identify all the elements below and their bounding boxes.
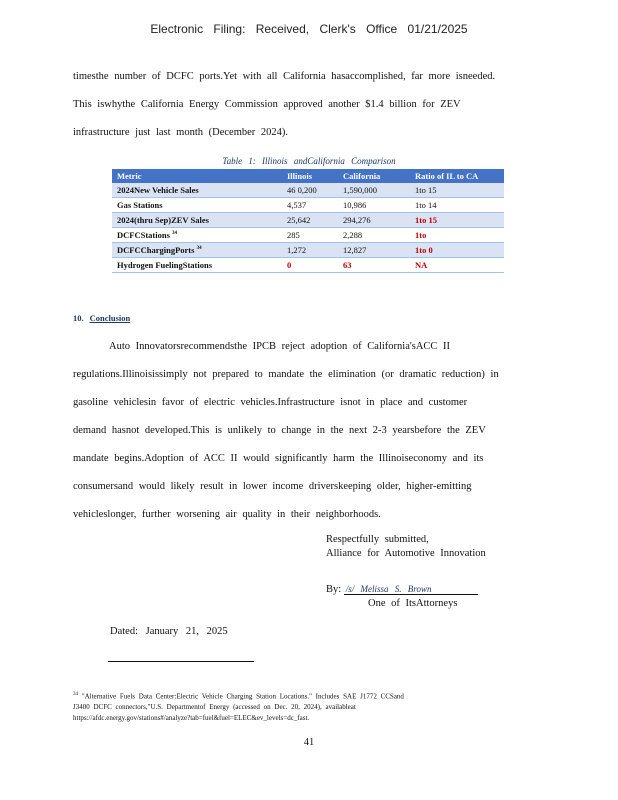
ratio-cell: NA	[410, 258, 504, 273]
metric-label: DCFCChargingPorts	[117, 245, 195, 255]
signature-line	[326, 584, 478, 595]
california-cell: 1,590,000	[338, 183, 410, 198]
signer-role: One of ItsAttorneys	[368, 598, 458, 609]
illinois-cell: 25,642	[282, 213, 338, 228]
metric-label: 2024New Vehicle Sales	[117, 185, 199, 195]
text-line: demand hasnot developed.This is unlikely to change in the next 2-3 yearsbefore the ZEV	[73, 425, 486, 436]
column-header: Illinois	[282, 169, 338, 183]
metric-cell	[112, 198, 282, 213]
text-line: This iswhythe California Energy Commission approved another $1.4 billion for ZEV	[73, 99, 461, 110]
section-title: Conclusion	[89, 313, 131, 323]
table-row	[112, 243, 504, 258]
footnote-ref: 34	[196, 246, 202, 252]
closing-text: Respectfully submitted,	[326, 534, 429, 545]
filing-header: Electronic Filing: Received, Clerk's Office 01/21/2025	[150, 22, 468, 36]
text-line: timesthe number of DCFC ports.Yet with all California hasaccomplished, far more isneeded.	[73, 71, 496, 82]
metric-cell	[112, 258, 282, 273]
california-cell: 2,288	[338, 228, 410, 243]
text-line: gasoline vehiclesin favor of electric vehicles.Infrastructure isnot in place and customer	[73, 397, 468, 408]
table-row	[112, 258, 504, 273]
table-caption: Table 1: Illinois andCalifornia Comparison	[222, 156, 396, 166]
footnote-line	[73, 689, 543, 702]
footnote-line: J3400 DCFC connectors,"U.S. Departmentof Energy (accessed on Dec. 20, 2024), availableat	[73, 703, 356, 712]
section-heading	[73, 313, 154, 323]
footnote-marker: 34	[73, 692, 78, 697]
metric-cell	[112, 243, 282, 258]
california-cell: 63	[338, 258, 410, 273]
ratio-cell: 1to 15	[410, 213, 504, 228]
metric-label: 2024(thru Sep)ZEV Sales	[117, 215, 209, 225]
footnote-divider	[108, 661, 254, 662]
column-header: California	[338, 169, 410, 183]
metric-label: Hydrogen FuelingStations	[117, 260, 213, 270]
text-line: consumersand would likely result in lower income driverskeeping older, higher-emitting	[73, 481, 472, 492]
table-row	[112, 213, 504, 228]
california-cell: 12,827	[338, 243, 410, 258]
table-row	[112, 198, 504, 213]
ratio-cell: 1to 0	[410, 243, 504, 258]
table-row	[112, 183, 504, 198]
illinois-cell: 1,272	[282, 243, 338, 258]
footnote-text: "Alternative Fuels Data Center:Electric Vehicle Charging Station Locations." Includes SAE J1772 CCSand	[81, 692, 404, 701]
footnote-line: https://afdc.energy.gov/stations#/analyze?tab=fuel&fuel=ELEC&ev_levels=dc_fast.	[73, 714, 310, 723]
organization-name: Alliance for Automotive Innovation	[326, 548, 486, 559]
metric-cell	[112, 183, 282, 198]
table-header-row	[112, 169, 504, 183]
illinois-cell: 285	[282, 228, 338, 243]
footnote-ref: 34	[172, 231, 178, 237]
table-row	[112, 228, 504, 243]
column-header: Ratio of IL to CA	[410, 169, 504, 183]
ratio-cell: 1to	[410, 228, 504, 243]
illinois-cell: 4,537	[282, 198, 338, 213]
ratio-cell: 1to 14	[410, 198, 504, 213]
signature-block	[326, 533, 486, 561]
section-number: 10.	[73, 313, 84, 323]
ratio-cell: 1to 15	[410, 183, 504, 198]
california-cell: 294,276	[338, 213, 410, 228]
metric-label: DCFCStations	[117, 230, 170, 240]
by-label: By:	[326, 584, 342, 595]
text-line: regulations.Illinoisissimply not prepared to mandate the elimination (or dramatic reduction) in	[73, 369, 499, 380]
conclusion-paragraph	[73, 333, 535, 529]
column-header: Metric	[112, 169, 282, 183]
page-number: 41	[303, 737, 315, 748]
text-line: infrastructure just last month (December 2024).	[73, 127, 289, 138]
intro-paragraph	[73, 63, 535, 147]
illinois-cell: 0	[282, 258, 338, 273]
text-line: mandate begins.Adoption of ACC II would significantly harm the Illinoiseconomy and its	[73, 453, 484, 464]
metric-label: Gas Stations	[117, 200, 163, 210]
comparison-table	[112, 169, 504, 273]
metric-cell	[112, 213, 282, 228]
footnote	[73, 689, 543, 724]
california-cell: 10,986	[338, 198, 410, 213]
illinois-cell: 46 0,200	[282, 183, 338, 198]
metric-cell	[112, 228, 282, 243]
text-line: Auto Innovatorsrecommendsthe IPCB reject adoption of California'sACC II	[109, 341, 451, 352]
signature: /s/ Melissa S. Brown	[344, 584, 478, 595]
date-line: Dated: January 21, 2025	[110, 626, 228, 637]
text-line: vehicleslonger, further worsening air quality in their neighborhoods.	[73, 509, 381, 520]
